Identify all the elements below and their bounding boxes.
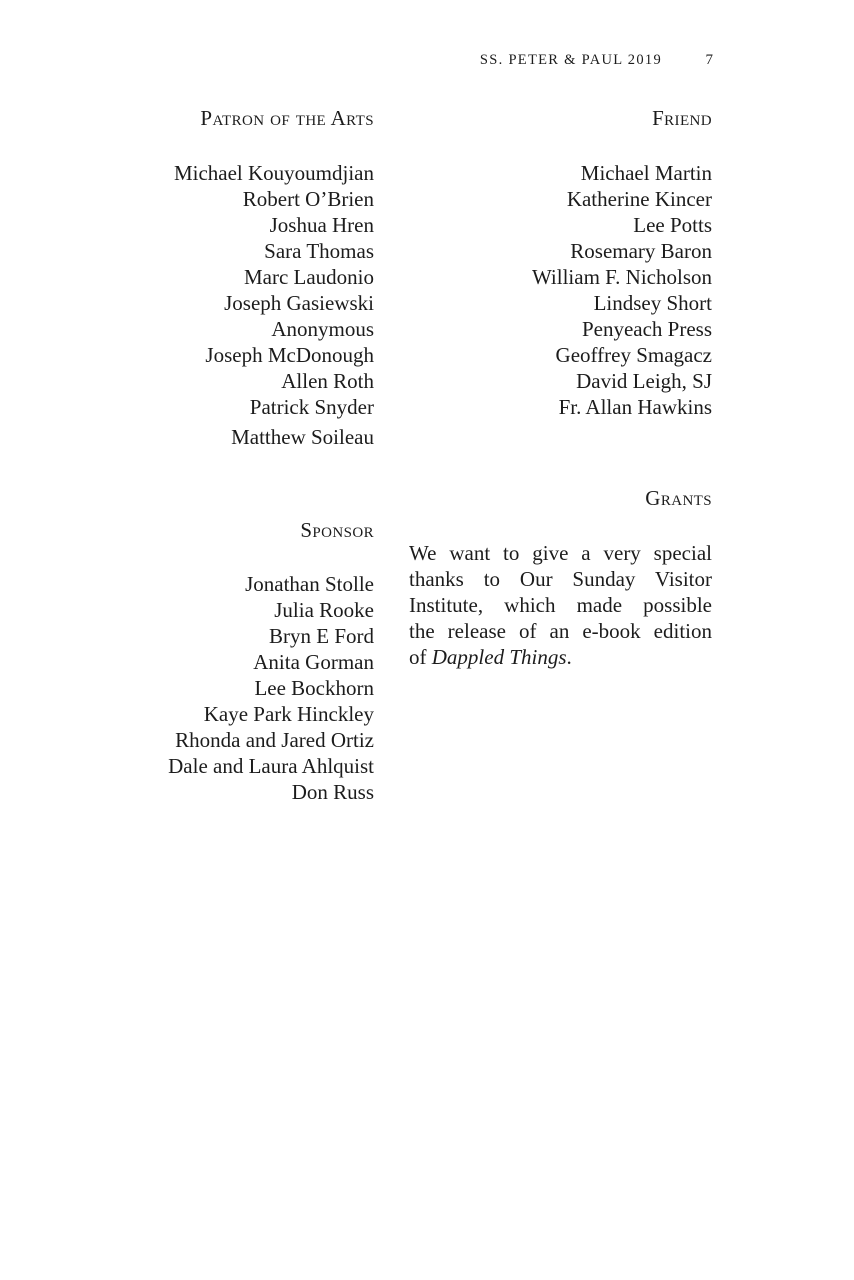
friend-name-list: [532, 160, 712, 420]
sponsor-name: Kaye Park Hinckley: [203, 702, 374, 726]
magazine-title: Dappled Things: [431, 645, 567, 669]
sponsor-name: Don Russ: [291, 780, 374, 804]
patron-name: Joshua Hren: [269, 213, 374, 237]
friend-name: Rosemary Baron: [570, 239, 712, 263]
sponsor-name: Jonathan Stolle: [245, 572, 374, 596]
friend-name: Geoffrey Smagacz: [555, 343, 712, 367]
patron-name: Allen Roth: [281, 369, 374, 393]
sponsor-section: [300, 520, 374, 541]
grants-line: the release of an e-book edition: [409, 619, 712, 643]
patron-name: Robert O’Brien: [242, 187, 374, 211]
patron-name: Joseph McDonough: [205, 343, 374, 367]
grants-line: We want to give a very special: [409, 541, 712, 565]
sponsor-name: Rhonda and Jared Ortiz: [175, 728, 374, 752]
sponsor-name: Lee Bockhorn: [254, 676, 374, 700]
patron-name: Michael Kouyoumdjian: [173, 161, 374, 185]
friend-name: David Leigh, SJ: [576, 369, 712, 393]
patron-name-list: [174, 160, 374, 450]
sponsor-name: Dale and Laura Ahlquist: [168, 754, 374, 778]
friend-name: Michael Martin: [580, 161, 712, 185]
patron-name: Anonymous: [271, 317, 374, 341]
patron-section: [200, 108, 374, 129]
sponsor-name-list: [168, 571, 374, 805]
grants-line: Institute, which made possible: [409, 593, 712, 617]
patron-heading: Patron of the Arts: [200, 106, 374, 130]
friend-name: Lindsey Short: [593, 291, 712, 315]
patron-name: Patrick Snyder: [249, 395, 374, 419]
grants-line-suffix: .: [566, 645, 572, 669]
friend-name: Katherine Kincer: [566, 187, 712, 211]
page-number: 7: [705, 52, 713, 68]
patron-name: Marc Laudonio: [243, 265, 374, 289]
friend-name: Lee Potts: [633, 213, 712, 237]
running-head-title: SS. PETER & PAUL 2019: [479, 52, 662, 68]
grants-heading: Grants: [645, 486, 712, 510]
sponsor-name: Bryn E Ford: [269, 624, 374, 648]
friend-section: [652, 108, 712, 129]
patron-name: Joseph Gasiewski: [224, 291, 374, 315]
friend-name: Penyeach Press: [581, 317, 712, 341]
grants-line: thanks to Our Sunday Visitor: [409, 567, 712, 591]
sponsor-name: Julia Rooke: [274, 598, 374, 622]
grants-line-prefix: of: [409, 645, 432, 669]
friend-name: William F. Nicholson: [531, 265, 712, 289]
friend-heading: Friend: [652, 106, 712, 130]
grants-line-last: [409, 644, 712, 670]
sponsor-name: Anita Gorman: [253, 650, 374, 674]
grants-section: [645, 488, 712, 509]
grants-paragraph: [409, 540, 712, 670]
patron-name: Sara Thomas: [264, 239, 374, 263]
patron-name: Matthew Soileau: [231, 425, 374, 449]
friend-name: Fr. Allan Hawkins: [558, 395, 712, 419]
sponsor-heading: Sponsor: [300, 518, 374, 542]
